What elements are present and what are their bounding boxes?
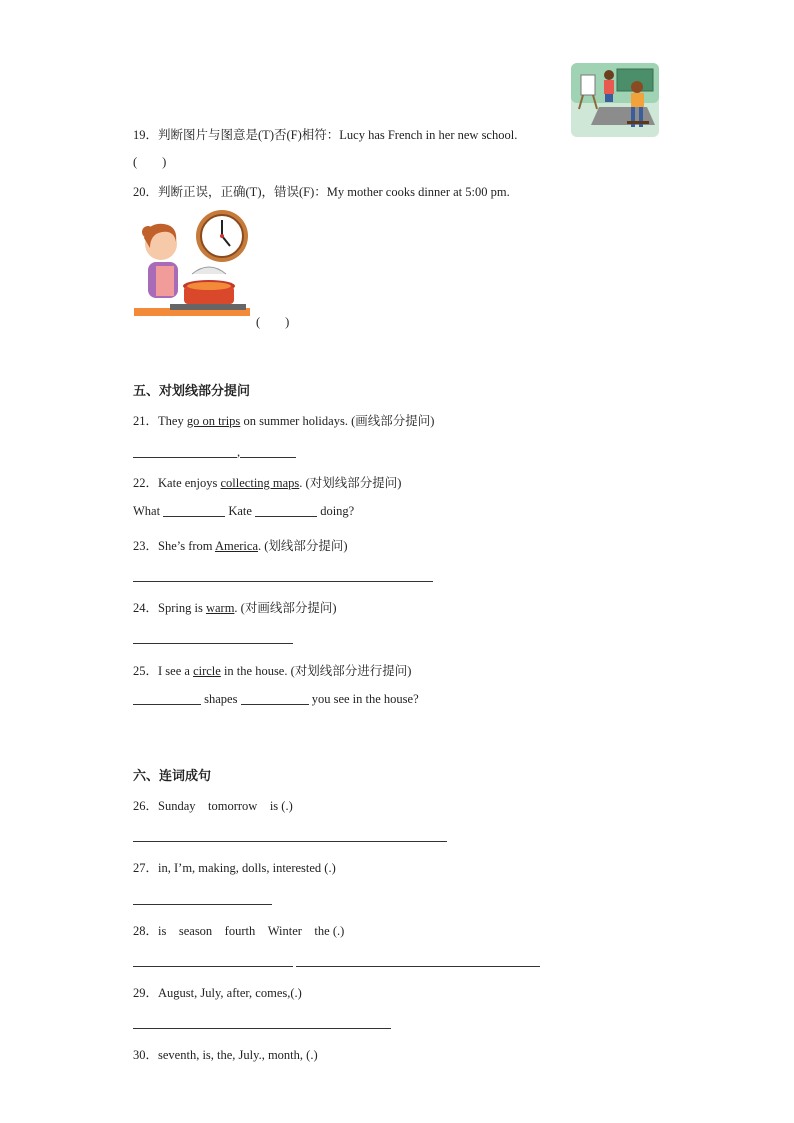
question-number: 22．	[133, 476, 159, 490]
answer-sentence: shapes you see in the house?	[133, 692, 419, 707]
question-24: 24．Spring is warm. (对画线部分提问)	[133, 601, 337, 615]
question-number: 23．	[133, 539, 159, 553]
answer-blank[interactable]	[133, 704, 201, 705]
answer-line[interactable]	[133, 581, 433, 582]
question-number: 20．	[133, 185, 159, 199]
question-19	[133, 125, 517, 143]
question-25: 25．I see a circle in the house. (对划线部分进行提问)	[133, 664, 412, 678]
answer-parentheses[interactable]: ( )	[256, 315, 290, 329]
question-number: 28．	[133, 924, 159, 938]
scrambled-words: August, July, after, comes,(.)	[158, 986, 302, 1000]
answer-line[interactable]	[133, 841, 447, 842]
question-27	[133, 858, 336, 876]
answer-separator: ,	[237, 445, 241, 459]
answer-line[interactable]	[133, 457, 237, 458]
question-number: 27．	[133, 861, 159, 875]
question-28	[133, 921, 344, 939]
question-number: 26．	[133, 799, 159, 813]
underlined-phrase: go on trips	[186, 414, 241, 428]
section-title: 六、连词成句	[133, 769, 212, 784]
question-22: 22．Kate enjoys collecting maps. (对划线部分提问)	[133, 476, 402, 490]
underlined-phrase: warm	[205, 601, 235, 615]
answer-blank[interactable]	[241, 704, 309, 705]
question-number: 30．	[133, 1048, 159, 1062]
scrambled-words: Sunday tomorrow is (.)	[158, 799, 293, 813]
question-prompt: 判断正误，正确(T)，错误(F)：My mother cooks dinner at 5:00 pm.	[158, 185, 510, 199]
question-30	[133, 1045, 318, 1063]
underlined-phrase: collecting maps	[220, 476, 300, 490]
answer-line[interactable]	[240, 457, 296, 458]
question-26	[133, 796, 293, 814]
section-title: 五、对划线部分提问	[133, 384, 251, 399]
answer-line[interactable]	[133, 966, 293, 967]
question-20	[133, 182, 510, 200]
question-number: 25．	[133, 664, 159, 678]
question-number: 19．	[133, 128, 159, 142]
question-number: 24．	[133, 601, 159, 615]
question-prompt: 判断图片与图意是(T)否(F)相符：Lucy has French in her new school.	[158, 128, 518, 142]
answer-line[interactable]	[296, 966, 540, 967]
scrambled-words: seventh, is, the, July., month, (.)	[158, 1048, 318, 1062]
scrambled-words: in, I’m, making, dolls, interested (.)	[158, 861, 336, 875]
answer-line[interactable]	[133, 904, 272, 905]
underlined-phrase: America	[214, 539, 258, 553]
answer-blank[interactable]	[163, 516, 225, 517]
question-23: 23．She’s from America. (划线部分提问)	[133, 539, 348, 553]
underlined-phrase: circle	[193, 664, 221, 678]
answer-sentence: What Kate doing?	[133, 504, 355, 518]
answer-parentheses[interactable]: ( )	[133, 155, 167, 169]
answer-line[interactable]	[133, 643, 293, 644]
question-29	[133, 983, 302, 1001]
scrambled-words: is season fourth Winter the (.)	[158, 924, 345, 938]
question-number: 21．	[133, 414, 159, 428]
question-number: 29．	[133, 986, 159, 1000]
classroom-illustration	[571, 63, 659, 137]
mother-cooking-illustration	[134, 208, 250, 322]
answer-blank[interactable]	[255, 516, 317, 517]
question-21: 21．They go on trips on summer holidays. (画线部分提问)	[133, 414, 435, 428]
answer-line[interactable]	[133, 1028, 391, 1029]
